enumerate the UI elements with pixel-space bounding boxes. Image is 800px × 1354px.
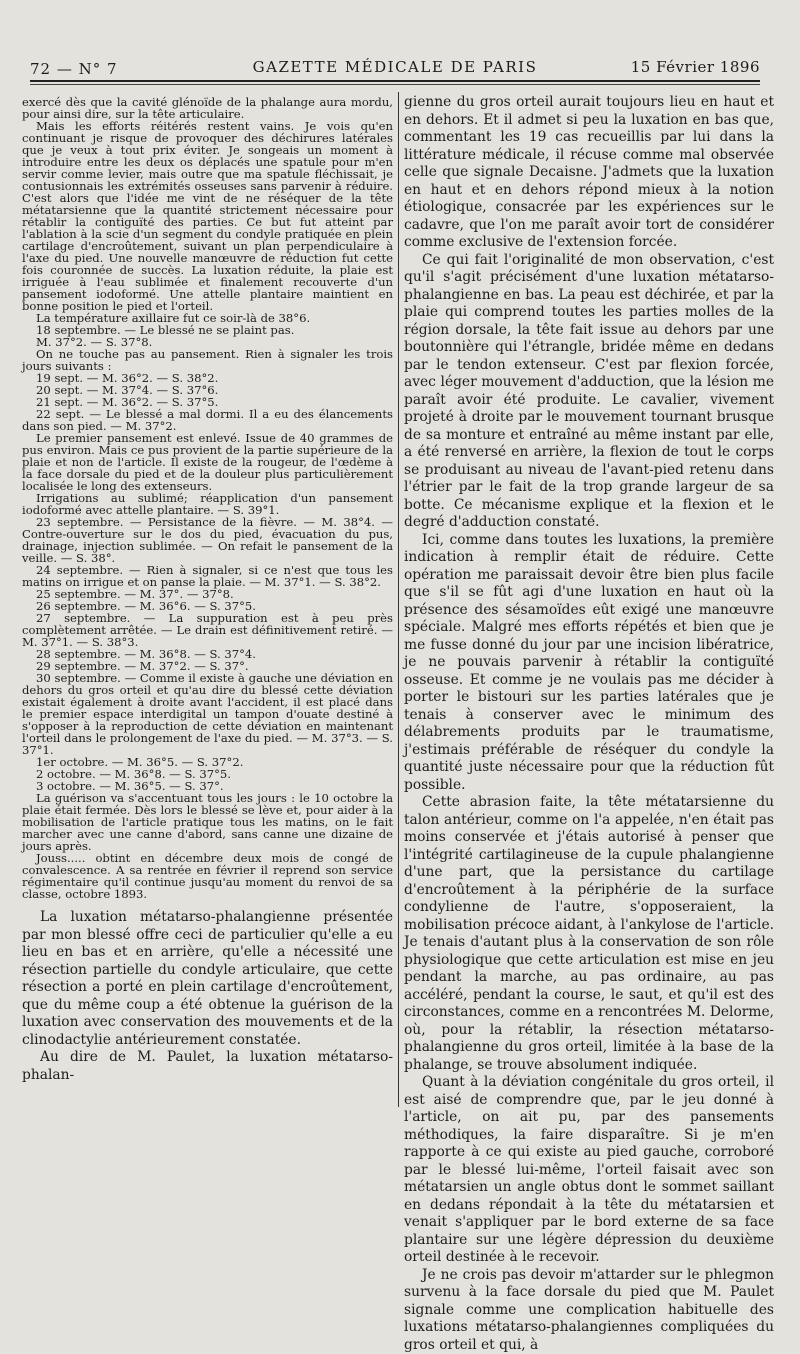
paragraph: Quant à la déviation congénitale du gros orteil, il est aisé de comprendre que, par le jeu donné à l'article, on ait pu, par des pansements méthodiques, la faire disparaître. Si je m'en rapporte à ce qui existe au pied gauche, corroboré par le blessé lui-même, l'orteil faisait avec son métatarsien un angle obtus dont le sommet saillant en dedans répondait à la tête du métatarsien et venait s'appliquer par le bord externe de sa face plantaire sur une légère dépression du deuxième orteil destinée à le recevoir. <box>404 1074 774 1267</box>
paragraph: 18 septembre. — Le blessé ne se plaint pas. <box>22 324 393 336</box>
paragraph: gienne du gros orteil aurait toujours lieu en haut et en dehors. Et il admet si peu la luxation en bas que, commentant les 19 cas recueillis par lui dans la littérature médicale, il récuse comme mal observée celle que signale Decaisne. J'admets que la luxation en haut et en dehors répond mieux à la notion étiologique, consacrée par les expériences sur le cadavre, que l'on me paraît avoir tort de considérer comme exclusive de l'extension forcée. <box>404 94 774 252</box>
column-divider <box>398 92 399 1107</box>
paragraph: Je ne crois pas devoir m'attarder sur le phlegmon survenu à la face dorsale du pied que M. Paulet signale comme une complication habituelle des luxations métatarso-phalangiennes compliquées du gros orteil et qui, à <box>404 1267 774 1354</box>
paragraph: Ici, comme dans toutes les luxations, la première indication à remplir était de réduire. Cette opération me paraissait devoir être bien plus facile que s'il se fût agi d'une luxation en haut où la présence des sésamoïdes eût exigé une manœuvre spéciale. Malgré mes efforts répétés et bien que je me fusse donné du jour par une incision libératrice, je ne pouvais parvenir à rétablir la contiguïté osseuse. Et comme je ne voulais pas me décider à porter le bistouri sur les parties latérales que je tenais à conserver avec le minimum des délabrements produits par le traumatisme, j'estimais préférable de réséquer du condyle la quantité juste nécessaire pour que la réduction fût possible. <box>404 532 774 795</box>
paragraph: La température axillaire fut ce soir-là de 38°6. <box>22 312 393 324</box>
paragraph: 2 octobre. — M. 36°8. — S. 37°5. <box>22 768 393 780</box>
paragraph: Au dire de M. Paulet, la luxation métatarso-phalan- <box>22 1049 393 1084</box>
issue-date: 15 Février 1896 <box>631 58 760 76</box>
paragraph: 24 septembre. — Rien à signaler, si ce n'est que tous les matins on irrigue et on panse la plaie. — M. 37°1. — S. 38°2. <box>22 564 393 588</box>
paragraph: 1er octobre. — M. 36°5. — S. 37°2. <box>22 756 393 768</box>
paragraph: 20 sept. — M. 37°4. — S. 37°6. <box>22 384 393 396</box>
paragraph: 3 octobre. — M. 36°5. — S. 37°. <box>22 780 393 792</box>
paragraph: La luxation métatarso-phalangienne présentée par mon blessé offre ceci de particulier qu'elle a eu lieu en bas et en arrière, qu'elle a nécessité une résection partielle du condyle articulaire, que cette résection a porté en plein cartilage d'encroûtement, que du même coup a été obtenue la guérison de la luxation avec conservation des mouvements et de la clinodactylie antérieurement constatée. <box>22 909 393 1049</box>
paragraph: Irrigations au sublimé; réapplication d'un pansement iodoformé avec attelle plantaire. — S. 39°1. <box>22 492 393 516</box>
left-column <box>22 96 393 1112</box>
paragraph: 30 septembre. — Comme il existe à gauche une déviation en dehors du gros orteil et qu'au dire du blessé cette déviation existait également à droite avant l'accident, il est placé dans le premier espace interdigital un tampon d'ouate destiné à s'opposer à la reproduction de cette déviation en maintenant l'orteil dans le prolongement de l'axe du pied. — M. 37°3. — S. 37°1. <box>22 672 393 756</box>
paragraph: Mais les efforts réitérés restent vains. Je vois qu'en continuant je risque de provoquer des déchirures latérales que je veux à tout prix éviter. Je songeais un moment à introduire entre les deux os déplacés une spatule pour m'en servir comme levier, mais outre que ma spatule fléchissait, je contusionnais les extrémités osseuses sans parvenir à réduire. C'est alors que l'idée me vint de ne réséquer de la tête métatarsienne que la quantité strictement nécessaire pour rétablir la contiguïté des parties. Ce but fut atteint par l'ablation à la scie d'un segment du condyle pratiquée en plein cartilage d'encroûtement, suivant un plan perpendiculaire à l'axe du pied. Une nouvelle manœuvre de réduction fut cette fois couronnée de succès. La luxation réduite, la plaie est irriguée à l'eau sublimée et finalement recouverte d'un pansement iodoformé. Une attelle plantaire maintient en bonne position le pied et l'orteil. <box>22 120 393 312</box>
paragraph: Le premier pansement est enlevé. Issue de 40 grammes de pus environ. Mais ce pus provient de la partie supérieure de la plaie et non de l'article. Il existe de la rougeur, de l'œdème à la face dorsale du pied et de la douleur plus particulièrement localisée le long des extenseurs. <box>22 432 393 492</box>
paragraph: 19 sept. — M. 36°2. — S. 38°2. <box>22 372 393 384</box>
paragraph: 22 sept. — Le blessé a mal dormi. Il a eu des élancements dans son pied. — M. 37°2. <box>22 408 393 432</box>
journal-title: GAZETTE MÉDICALE DE PARIS <box>30 58 760 76</box>
paragraph: exercé dès que la cavité glénoïde de la phalange aura mordu, pour ainsi dire, sur la tête articulaire. <box>22 96 393 120</box>
right-column <box>404 94 774 1112</box>
paragraph: 26 septembre. — M. 36°6. — S. 37°5. <box>22 600 393 612</box>
paragraph: 23 septembre. — Persistance de la fièvre. — M. 38°4. — Contre-ouverture sur le dos du pied, évacuation du pus, drainage, injection sublimée. — On refait le pansement de la veille. — S. 38°. <box>22 516 393 564</box>
paragraph: Cette abrasion faite, la tête métatarsienne du talon antérieur, comme on l'a appelée, n'en était pas moins conservée et j'étais autorisé à penser que l'intégrité cartilagineuse de la cupule phalangienne d'une part, que la persistance du cartilage d'encroûtement à la périphérie de la surface condylienne de l'autre, s'opposeraient, la mobilisation précoce aidant, à l'ankylose de l'article. Je tenais d'autant plus à la conservation de son rôle physiologique que cette articulation est mise en jeu pendant la marche, au pas ordinaire, au pas accéléré, pendant la course, le saut, et qu'il est des circonstances, comme en a rencontrées M. Delorme, où, pour la rétablir, la résection métatarso-phalangienne du gros orteil, limitée à la base de la phalange, se trouve absolument indiquée. <box>404 794 774 1074</box>
paragraph: 25 septembre. — M. 37°. — 37°8. <box>22 588 393 600</box>
paragraph: 27 septembre. — La suppuration est à peu près complètement arrêtée. — Le drain est définitivement retiré. — M. 37°1. — S. 38°3. <box>22 612 393 648</box>
page-header <box>30 52 760 76</box>
paragraph: Ce qui fait l'originalité de mon observation, c'est qu'il s'agit précisément d'une luxation métatarso-phalangienne en bas. La peau est déchirée, et par la plaie qui comprend toutes les parties molles de la région dorsale, la tête fait issue au dehors par une boutonnière qui l'étrangle, bridée même en dedans par le tendon extenseur. C'est par flexion forcée, avec léger mouvement d'adduction, que la lésion me paraît avoir été produite. Le cavalier, vivement projeté à droite par le mouvement tournant brusque de sa monture et entraîné au même instant par elle, a été renversé en arrière, la flexion de tout le corps se produisant au niveau de l'avant-pied retenu dans l'étrier par le fait de la trop grande largeur de sa botte. Ce mécanisme explique et la flexion et le degré d'adduction constaté. <box>404 252 774 532</box>
header-rule <box>30 80 760 82</box>
paragraph: On ne touche pas au pansement. Rien à signaler les trois jours suivants : <box>22 348 393 372</box>
paragraph: M. 37°2. — S. 37°8. <box>22 336 393 348</box>
header-rule-thin <box>30 84 760 85</box>
paragraph: Jouss..... obtint en décembre deux mois de congé de convalescence. A sa rentrée en février il reprend son service régimentaire qu'il continue jusqu'au moment du renvoi de sa classe, octobre 1893. <box>22 852 393 900</box>
paragraph: 29 septembre. — M. 37°2. — S. 37°. <box>22 660 393 672</box>
paragraph: 21 sept. — M. 36°2. — S. 37°5. <box>22 396 393 408</box>
paragraph: 28 septembre. — M. 36°8. — S. 37°4. <box>22 648 393 660</box>
paragraph: La guérison va s'accentuant tous les jours : le 10 octobre la plaie était fermée. Dès lors le blessé se lève et, pour aider à la mobilisation de l'article pratique tous les matins, on le fait marcher avec une canne d'abord, sans canne une dizaine de jours après. <box>22 792 393 852</box>
page-number: 72 — N° 7 <box>30 60 118 78</box>
